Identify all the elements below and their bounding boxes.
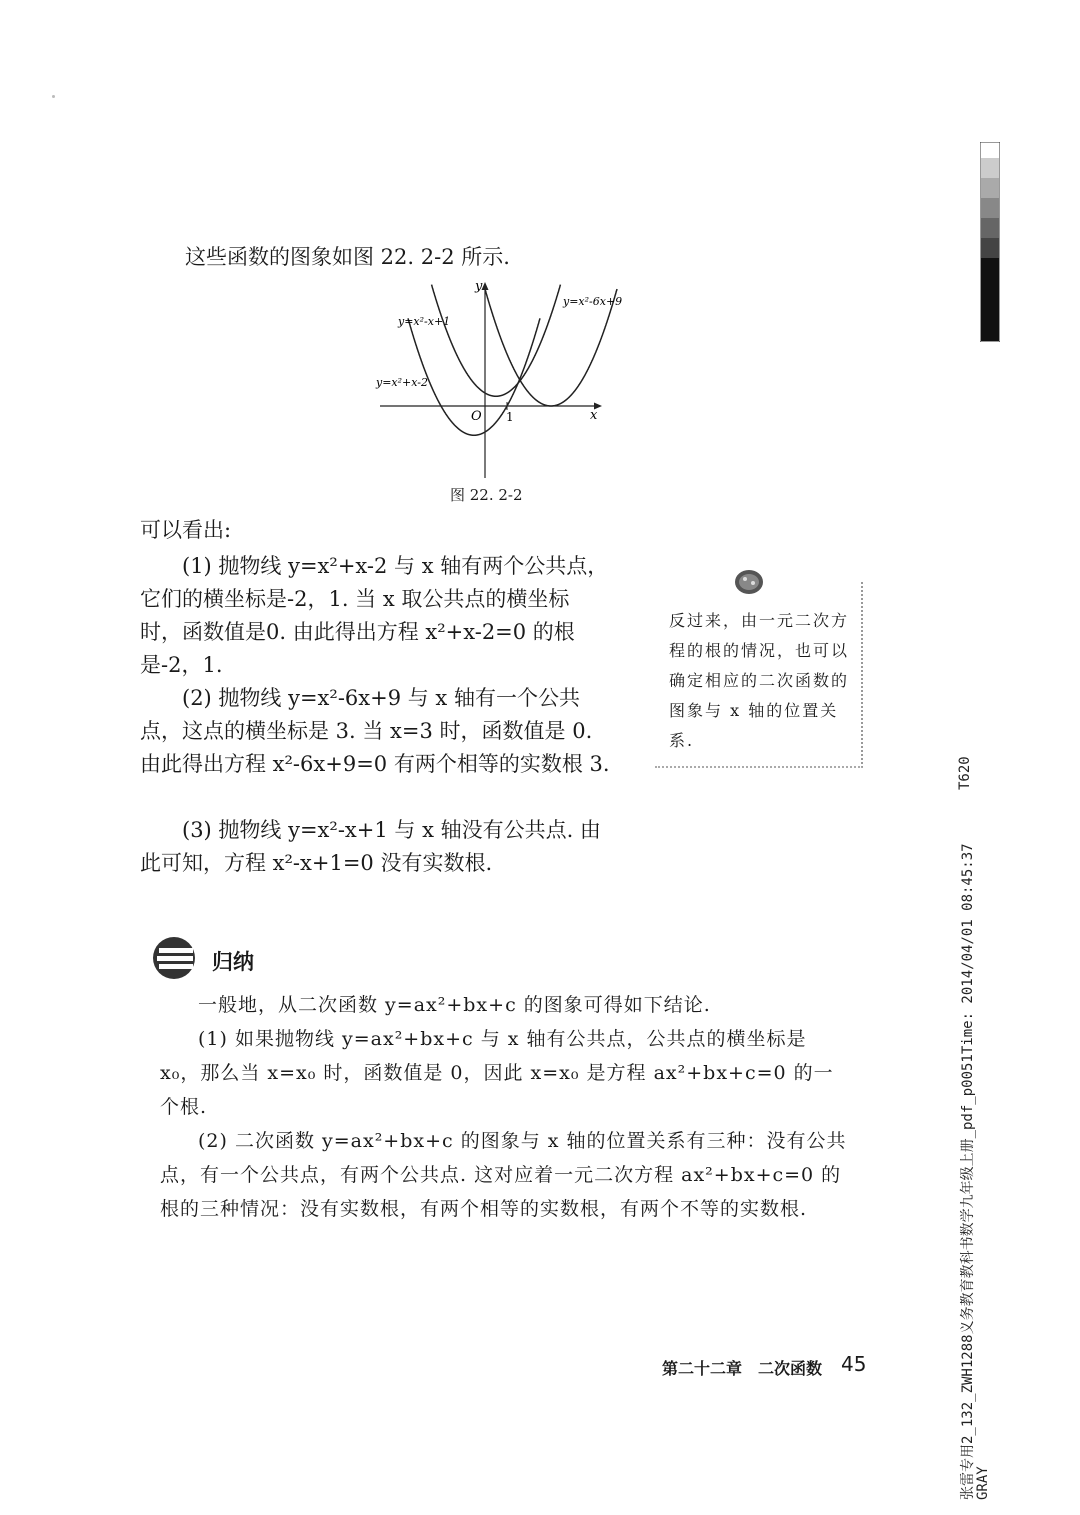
observe-lead: 可以看出: xyxy=(140,518,232,542)
summary-p2-text: (2) 二次函数 y=ax²+bx+c 的图象与 x 轴的位置关系有三种：没有公共点，有一个公共点，有两个公共点. 这对应着一元二次方程 ax²+bx+c=0 的根的三种情况：没有实数根，有两个相等的实数根，有两个不等的实数根. xyxy=(160,1130,847,1220)
y-axis-label: y xyxy=(475,279,483,294)
origin-label: O xyxy=(471,409,482,424)
x-axis-label: x xyxy=(590,408,598,423)
tick-one-label: 1 xyxy=(506,410,514,424)
chapter-footer: 第二十二章 二次函数 xyxy=(662,1359,823,1378)
summary-header xyxy=(150,936,254,984)
curve-x2-x-plus-1 xyxy=(432,285,561,397)
observe-p3-text: (3) 抛物线 y=x²-x+1 与 x 轴没有公共点. 由此可知，方程 x²-x+1=0 没有实数根. xyxy=(140,818,601,875)
summary-p2 xyxy=(160,1124,850,1226)
summary-p0 xyxy=(160,988,850,1022)
curve-label-1: y=x²-x+1 xyxy=(398,315,451,328)
scan-dot xyxy=(52,95,55,98)
intro-sentence: 这些函数的图象如图 22. 2-2 所示. xyxy=(185,245,510,269)
summary-p1-text: (1) 如果抛物线 y=ax²+bx+c 与 x 轴有公共点，公共点的横坐标是 x₀，那么当 x=x₀ 时，函数值是 0，因此 x=x₀ 是方程 ax²+bx+c=0 的一个根. xyxy=(160,1028,834,1118)
margin-note-text: 反过来，由一元二次方程的根的情况，也可以确定相应的二次函数的图象与 x 轴的位置关系. xyxy=(669,611,850,750)
y-axis-arrow xyxy=(482,282,489,290)
summary-p1 xyxy=(160,1022,850,1124)
observation-block xyxy=(140,514,610,547)
curve-label-2: y=x²+x-2 xyxy=(376,376,428,389)
observation-p1 xyxy=(140,550,610,682)
side-meta: 张雷专用2_132_ZWH1288义务教育教科书数学九年级上册_pdf_p0051Time: 2014/04/01 08:45:37 xyxy=(960,843,976,1500)
margin-note xyxy=(655,556,870,768)
book-stack-icon xyxy=(150,936,204,980)
curve-label-3: y=x²-6x+9 xyxy=(563,295,623,308)
observe-p1-text: (1) 抛物线 y=x²+x-2 与 x 轴有两个公共点，它们的横坐标是-2，1. 当 x 取公共点的横坐标时，函数值是0. 由此得出方程 x²+x-2=0 的根是-2，1. xyxy=(140,554,609,677)
observe-p2-text: (2) 抛物线 y=x²-6x+9 与 x 轴有一个公共点，这点的横坐标是 3. 当 x=3 时，函数值是 0. 由此得出方程 x²-6x+9=0 有两个相等的实数根 3. xyxy=(140,686,610,776)
figure-caption: 图 22. 2-2 xyxy=(450,486,523,504)
summary-title: 归纳 xyxy=(212,950,254,974)
grayscale-calibration-strip xyxy=(980,142,1000,342)
observation-p3 xyxy=(140,814,610,880)
side-code: T620 xyxy=(957,756,973,790)
thinking-icon xyxy=(731,564,767,598)
summary-p0-text: 一般地，从二次函数 y=ax²+bx+c 的图象可得如下结论. xyxy=(198,994,711,1016)
observation-p2 xyxy=(140,682,610,781)
side-mode: GRAY xyxy=(975,1466,991,1500)
parabola-figure xyxy=(370,278,640,483)
page-number: 45 xyxy=(841,1352,867,1376)
